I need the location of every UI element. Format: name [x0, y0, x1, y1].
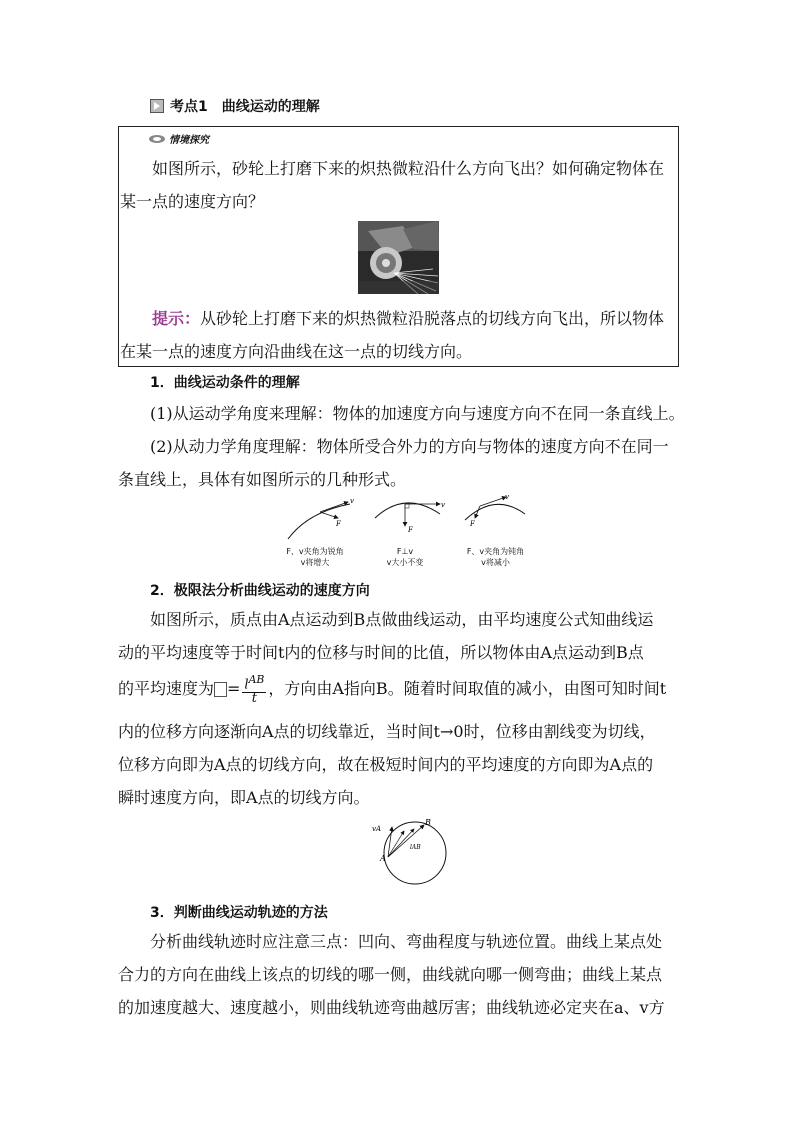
hint-text: 从砂轮上打磨下来的炽热微粒沿脱落点的切线方向飞出，所以物体在某一点的速度方向沿曲线在这一点的切线方向。: [120, 309, 665, 361]
point2-line3: [118, 672, 666, 705]
fig3-caption-b: v将减小: [481, 558, 510, 567]
point3-line2: 合力的方向在曲线上该点的切线的哪一侧，曲线就向哪一侧弯曲；曲线上某点: [118, 965, 663, 984]
frac-subscript: AB: [248, 673, 265, 687]
fig-lAB-label: lAB: [410, 844, 421, 851]
point2-equals: =: [227, 679, 241, 698]
circle-limit-figure: [370, 815, 450, 890]
point1-line2a: (2)从动力学角度理解：物体所受合外力的方向与物体的速度方向不在同一: [150, 437, 669, 456]
fig2-F-label: F: [408, 526, 413, 534]
point2-line4: 内的位移方向逐渐向A点的切线靠近，当时间t→0时，位移由割线变为切线，: [118, 722, 656, 741]
fig1-v-label: v: [350, 497, 354, 505]
fig1-caption: [280, 546, 350, 568]
point2-line3-b: ，方向由A指向B。随着时间取值的减小，由图可知时间t: [268, 679, 667, 698]
scenario-label: [148, 131, 209, 146]
point1-line1: (1)从运动学角度来理解：物体的加速度方向与速度方向不在同一条直线上。: [150, 404, 685, 423]
point2-line2: 动的平均速度等于时间t内的位移与时间的比值，所以物体由A点运动到B点: [118, 643, 644, 662]
fig3-v-label: v: [505, 494, 509, 501]
fig1-F-label: F: [336, 520, 341, 528]
point3-line3: 的加速度越大、速度越小，则曲线轨迹弯曲越厉害；曲线轨迹必定夹在a、v方: [118, 998, 665, 1017]
scenario-question: 如图所示，砂轮上打磨下来的炽热微粒沿什么方向飞出？如何确定物体在某一点的速度方向？: [120, 159, 665, 211]
fig2-caption-b: v大小不变: [386, 558, 424, 567]
force-velocity-figure: [280, 494, 540, 546]
scenario-label-text: 情境探究: [169, 135, 209, 146]
grinder-photo: [358, 221, 439, 294]
point2-title: 2．极限法分析曲线运动的速度方向: [150, 583, 370, 599]
displacement-fraction: [242, 674, 266, 704]
frac-numerator: l: [244, 677, 249, 693]
fig-B-label: B: [425, 818, 431, 827]
point2-line6: 瞬时速度方向，即A点的切线方向。: [118, 788, 370, 807]
point3-title: 3．判断曲线运动轨迹的方法: [150, 905, 328, 921]
fig-vA-label: vA: [372, 825, 382, 833]
point3-line1: 分析曲线轨迹时应注意三点：凹向、弯曲程度与轨迹位置。曲线上某点处: [150, 932, 663, 951]
point2-line1: 如图所示，质点由A点运动到B点做曲线运动，由平均速度公式知曲线运: [150, 610, 654, 629]
point2-line5: 位移方向即为A点的切线方向，故在极短时间内的平均速度的方向即为A点的: [118, 755, 654, 774]
point2-line3-a: 的平均速度为: [118, 679, 215, 698]
leaf-icon: [148, 134, 166, 144]
fig2-caption: [370, 546, 440, 568]
scenario-hint: [120, 302, 676, 368]
fig3-caption-a: F、v夹角为钝角: [466, 547, 525, 556]
fig1-caption-a: F、v夹角为锐角: [286, 547, 344, 556]
fig2-caption-a: F⊥v: [396, 547, 414, 556]
fig1-caption-b: v将增大: [300, 558, 330, 567]
frac-denominator: t: [251, 690, 258, 706]
fig-A-label: A: [380, 854, 386, 863]
fig3-caption: [458, 546, 533, 568]
fig2-v-label: v: [441, 501, 445, 509]
avg-velocity-symbol: [214, 682, 227, 697]
point1-line2b: 条直线上，具体有如图所示的几种形式。: [118, 470, 407, 489]
play-triangle-icon: [150, 99, 164, 113]
hint-label: 提示：: [152, 309, 201, 328]
fig3-F-label: F: [470, 520, 475, 528]
section-heading-text: 考点1 曲线运动的理解: [170, 99, 320, 115]
section-heading: [150, 96, 320, 116]
point1-title: 1．曲线运动条件的理解: [150, 375, 300, 391]
